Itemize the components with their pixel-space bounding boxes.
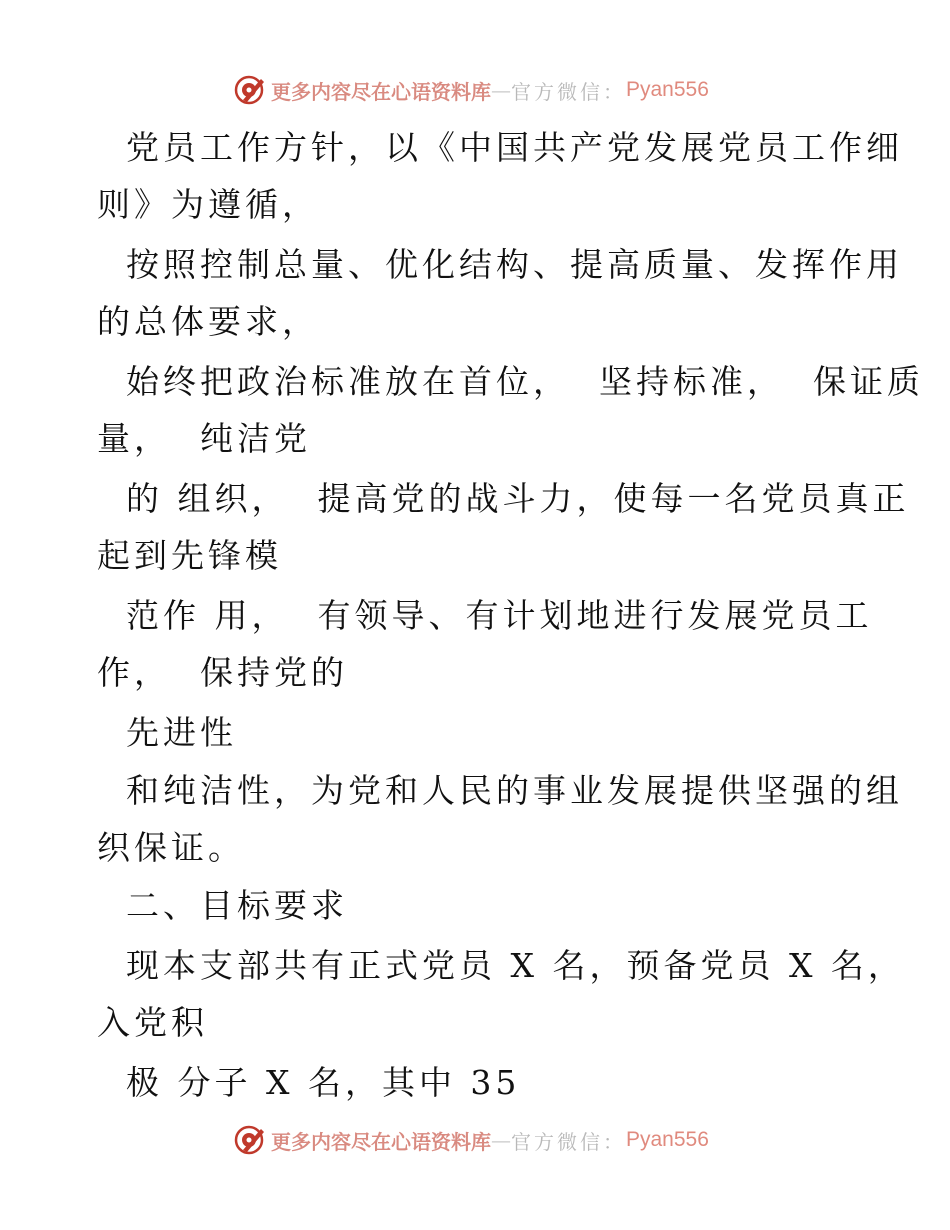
- text-line: 按照控制总量、优化结构、提高质量、发挥作用: [97, 245, 903, 284]
- watermark-header: [233, 72, 709, 108]
- watermark-footer: [233, 1122, 709, 1158]
- pen-logo-icon: [233, 1123, 267, 1157]
- watermark-label: 官方微信：: [511, 1129, 626, 1154]
- text-line: 量， 纯洁党: [97, 419, 311, 458]
- text-line: 范作 用， 有领导、有计划地进行发展党员工: [97, 596, 873, 635]
- watermark-title: 更多内容尽在心语资料库: [271, 1129, 491, 1154]
- text-line: 极 分子 X 名，其中 35: [97, 1063, 521, 1102]
- watermark-dash: —: [491, 1128, 511, 1152]
- watermark-title: 更多内容尽在心语资料库: [271, 79, 491, 104]
- text-line: 起到先锋模: [97, 536, 282, 575]
- watermark-dash: —: [491, 78, 511, 102]
- text-line: 和纯洁性，为党和人民的事业发展提供坚强的组: [97, 771, 903, 810]
- text-line: 作， 保持党的: [97, 653, 348, 692]
- text-line: 现本支部共有正式党员 X 名，预备党员 X 名，: [97, 946, 905, 985]
- text-line: 则》为遵循，: [97, 185, 319, 224]
- text-line: 先进性: [97, 713, 237, 752]
- text-line: 的总体要求，: [97, 302, 319, 341]
- watermark-id: Pyan556: [626, 1128, 709, 1151]
- text-line: 的 组织， 提高党的战斗力，使每一名党员真正: [97, 479, 910, 518]
- watermark-label: 官方微信：: [511, 79, 626, 104]
- text-line: 入党积: [97, 1003, 208, 1042]
- text-line: 始终把政治标准放在首位， 坚持标准， 保证质: [97, 362, 924, 401]
- pen-logo-icon: [233, 73, 267, 107]
- watermark-id: Pyan556: [626, 78, 709, 101]
- text-line: 二、目标要求: [97, 886, 348, 925]
- text-line: 织保证。: [97, 828, 245, 867]
- text-line: 党员工作方针，以《中国共产党发展党员工作细: [97, 128, 903, 167]
